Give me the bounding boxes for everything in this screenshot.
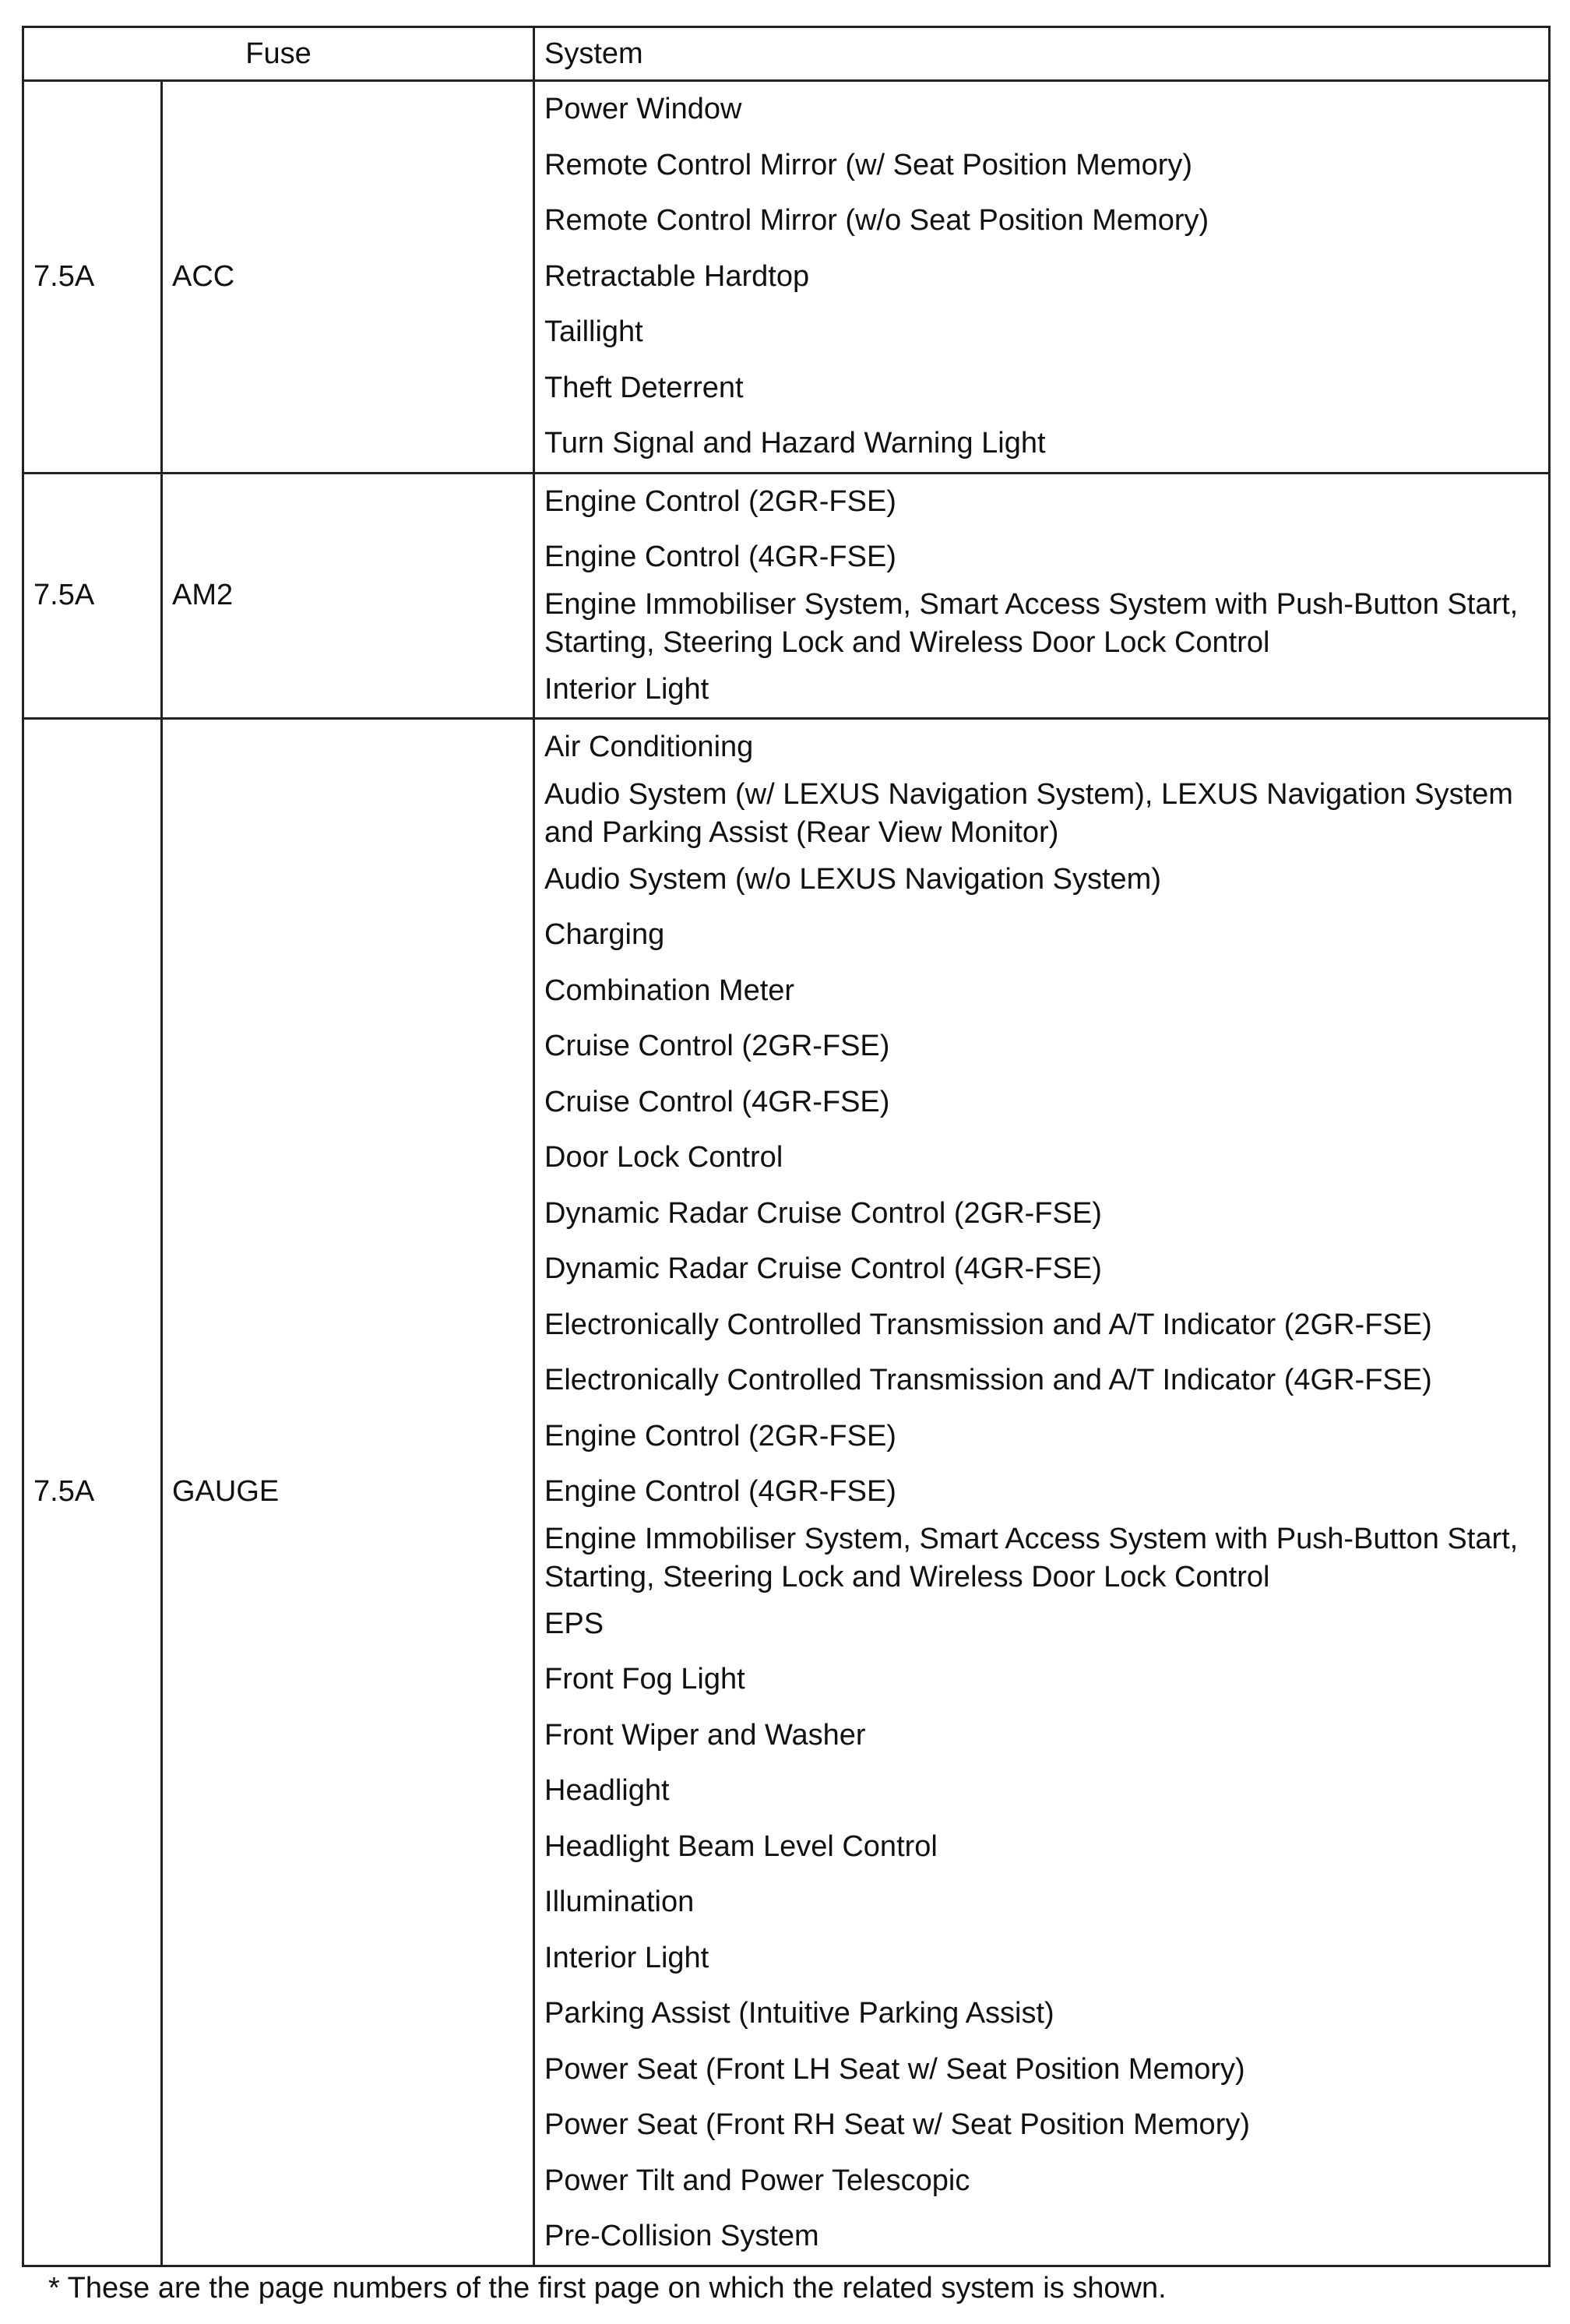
system-item: Engine Control (2GR-FSE) xyxy=(544,1419,896,1452)
system-list xyxy=(534,81,1550,474)
system-item: Taillight xyxy=(544,315,643,349)
system-item: Front Fog Light xyxy=(544,1663,745,1696)
system-item: Headlight xyxy=(544,1774,670,1808)
system-list xyxy=(534,473,1550,719)
system-item: Interior Light xyxy=(544,1941,709,1974)
system-item: Turn Signal and Hazard Warning Light xyxy=(544,427,1046,460)
system-item: Retractable Hardtop xyxy=(544,259,810,293)
system-item: Cruise Control (2GR-FSE) xyxy=(544,1030,890,1063)
system-item: Power Seat (Front LH Seat w/ Seat Position Memory) xyxy=(544,2052,1245,2086)
system-item: EPS xyxy=(544,1607,604,1640)
system-item: Parking Assist (Intuitive Parking Assist) xyxy=(544,1997,1054,2030)
system-item: Air Conditioning xyxy=(544,731,754,764)
fuse-amperage: 7.5A xyxy=(23,81,162,474)
table-body xyxy=(23,81,1550,2266)
fuse-group-row xyxy=(23,719,1550,2266)
system-item: Combination Meter xyxy=(544,974,795,1007)
fuse-name: AM2 xyxy=(162,473,534,719)
fuse-name: GAUGE xyxy=(162,719,534,2266)
system-item: Charging xyxy=(544,918,665,952)
system-item: Remote Control Mirror (w/ Seat Position Memory) xyxy=(544,148,1193,181)
fuse-amperage: 7.5A xyxy=(23,719,162,2266)
system-item: Door Lock Control xyxy=(544,1141,783,1174)
system-item: Power Tilt and Power Telescopic xyxy=(544,2164,970,2197)
system-item: Dynamic Radar Cruise Control (4GR-FSE) xyxy=(544,1252,1102,1286)
system-item: Dynamic Radar Cruise Control (2GR-FSE) xyxy=(544,1196,1102,1230)
table-header-row xyxy=(23,27,1550,81)
system-item: Illumination xyxy=(544,1886,695,1919)
system-item: Engine Immobiliser System, Smart Access System with Push-Button Start, Starting, Steering Lock and Wireless Door Lock Control xyxy=(544,587,1519,659)
system-item: Audio System (w/o LEXUS Navigation System) xyxy=(544,862,1161,896)
system-item: Headlight Beam Level Control xyxy=(544,1829,938,1863)
fuse-system-table xyxy=(22,26,1551,2267)
fuse-group-row xyxy=(23,473,1550,719)
system-column-header: System xyxy=(534,27,1550,81)
system-item: Audio System (w/ LEXUS Navigation System), LEXUS Navigation System and Parking Assist (Rear View Monitor) xyxy=(544,777,1513,849)
system-item: Cruise Control (4GR-FSE) xyxy=(544,1085,890,1118)
footnote: * These are the page numbers of the first page on which the related system is shown. xyxy=(48,2272,1167,2305)
system-item: Engine Immobiliser System, Smart Access System with Push-Button Start, Starting, Steering Lock and Wireless Door Lock Control xyxy=(544,1522,1519,1593)
system-item: Power Window xyxy=(544,93,742,126)
system-item: Electronically Controlled Transmission and A/T Indicator (4GR-FSE) xyxy=(544,1364,1432,1397)
system-item: Theft Deterrent xyxy=(544,371,744,404)
system-item: Engine Control (4GR-FSE) xyxy=(544,1475,896,1509)
system-item: Remote Control Mirror (w/o Seat Position Memory) xyxy=(544,204,1209,238)
fuse-name: ACC xyxy=(162,81,534,474)
system-item: Power Seat (Front RH Seat w/ Seat Position Memory) xyxy=(544,2108,1251,2142)
system-item: Engine Control (2GR-FSE) xyxy=(544,484,896,518)
fuse-column-header: Fuse xyxy=(23,27,534,81)
fuse-amperage: 7.5A xyxy=(23,473,162,719)
fuse-group-row xyxy=(23,81,1550,474)
system-item: Electronically Controlled Transmission and A/T Indicator (2GR-FSE) xyxy=(544,1308,1432,1341)
system-item: Pre-Collision System xyxy=(544,2220,819,2253)
system-item: Interior Light xyxy=(544,672,709,706)
system-list xyxy=(534,719,1550,2266)
system-item: Engine Control (4GR-FSE) xyxy=(544,541,896,574)
system-item: Front Wiper and Washer xyxy=(544,1718,866,1752)
